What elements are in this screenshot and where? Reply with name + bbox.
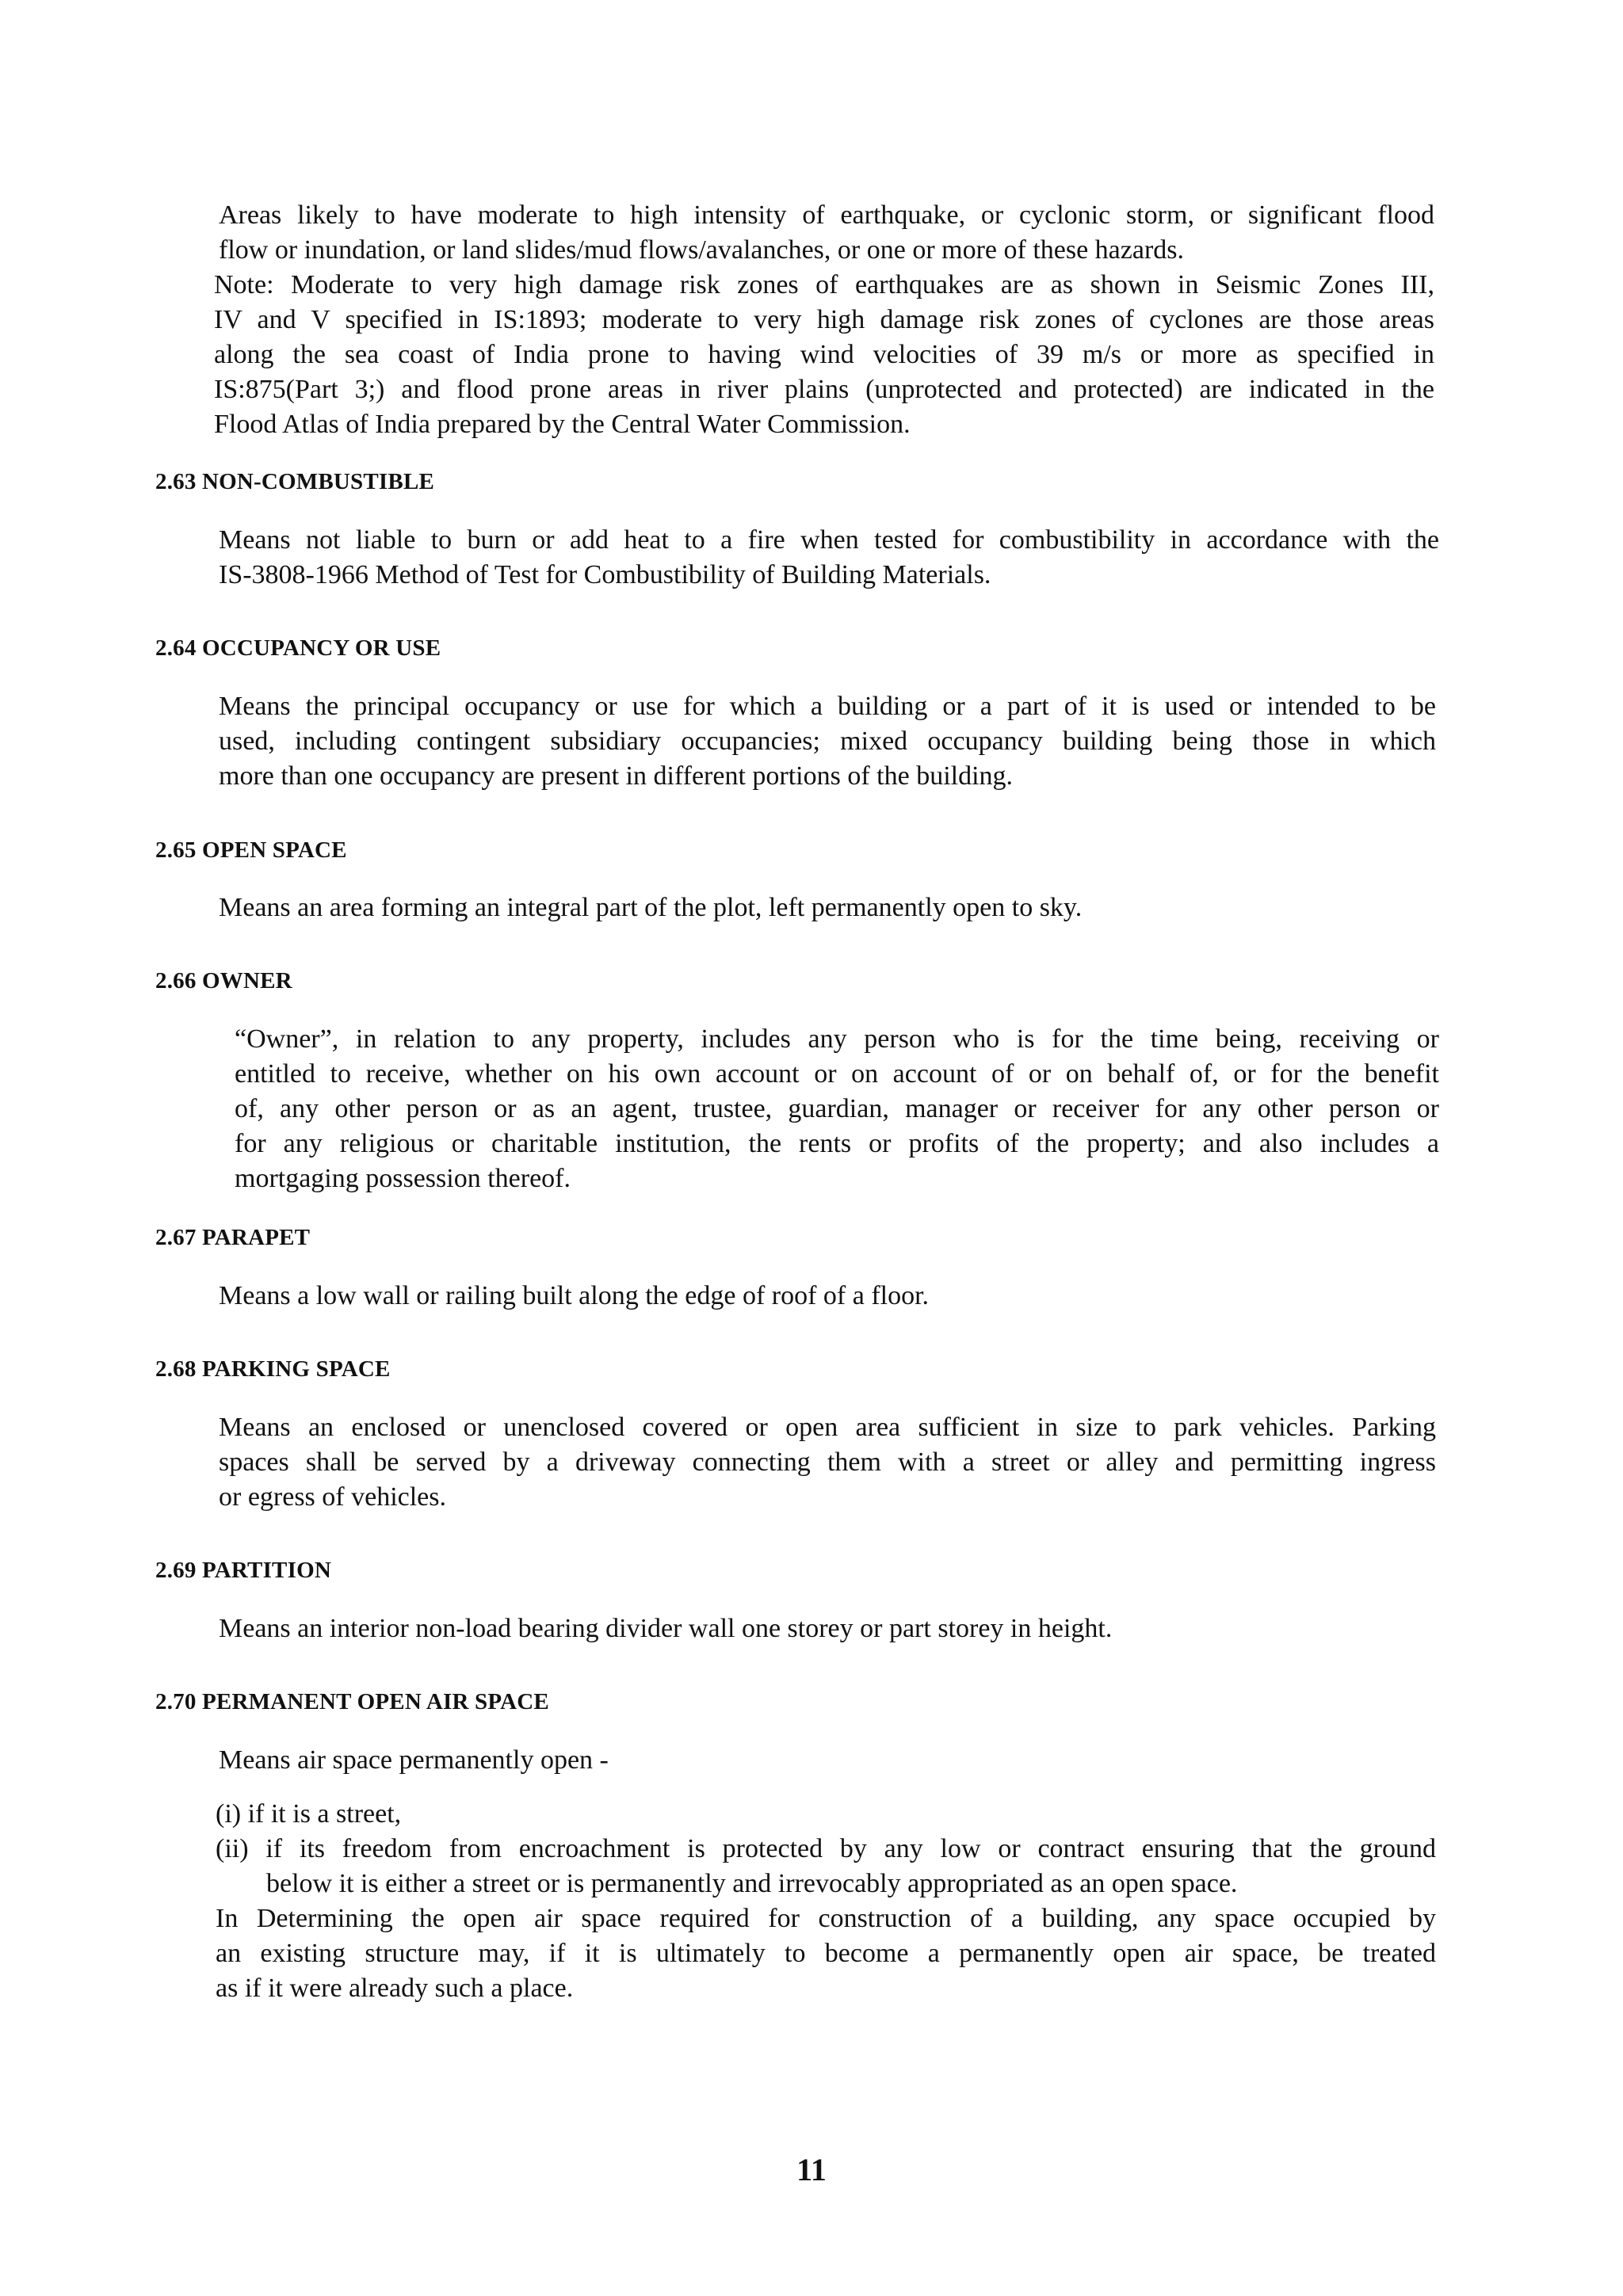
section-heading-2-64: 2.64 OCCUPANCY OR USE	[155, 635, 441, 661]
text-line: flow or inundation, or land slides/mud flows/avalanches, or one or more of these hazards.	[219, 235, 1185, 265]
text-line: as if it were already such a place.	[216, 1974, 574, 2003]
text-line: more than one occupancy are present in different portions of the building.	[219, 761, 1014, 791]
text-line: an existing structure may, if it is ultimately to become a permanently open air space, be treated	[216, 1939, 1436, 1968]
text-line: IS-3808-1966 Method of Test for Combustibility of Building Materials.	[219, 560, 991, 589]
text-line: Means a low wall or railing built along the edge of roof of a floor.	[219, 1281, 930, 1310]
text-line: Means the principal occupancy or use for which a building or a part of it is used or intended to be	[219, 692, 1436, 721]
list-item: (i) if it is a street,	[216, 1799, 402, 1829]
section-2-70-list	[216, 1797, 1436, 1901]
section-heading-2-69: 2.69 PARTITION	[155, 1558, 331, 1583]
section-heading-2-65: 2.65 OPEN SPACE	[155, 837, 347, 863]
text-line: used, including contingent subsidiary occupancies; mixed occupancy building being those in which	[219, 727, 1436, 756]
section-body-2-66	[235, 1022, 1439, 1196]
text-line: “Owner”, in relation to any property, includes any person who is for the time being, receiving or	[235, 1024, 1439, 1054]
list-item: (ii) if its freedom from encroachment is protected by any low or contract ensuring that the ground	[216, 1834, 1436, 1863]
section-2-70-closing	[216, 1901, 1436, 2006]
text-line: IS:875(Part 3;) and flood prone areas in river plains (unprotected and protected) are indicated in the	[214, 375, 1434, 404]
section-body-2-67	[219, 1279, 1439, 1314]
list-item-continuation: below it is either a street or is permanently and irrevocably appropriated as an open space.	[266, 1869, 1238, 1898]
text-line: Means not liable to burn or add heat to a fire when tested for combustibility in accordance with the	[219, 525, 1439, 555]
text-line: entitled to receive, whether on his own account or on account of or on behalf of, or for the benefit	[235, 1059, 1439, 1089]
text-line: In Determining the open air space required for construction of a building, any space occupied by	[216, 1904, 1436, 1933]
section-heading-2-70: 2.70 PERMANENT OPEN AIR SPACE	[155, 1689, 549, 1714]
text-line: spaces shall be served by a driveway connecting them with a street or alley and permitting ingress	[219, 1447, 1436, 1477]
text-line: Means air space permanently open -	[219, 1745, 609, 1775]
text-line: of, any other person or as an agent, trustee, guardian, manager or receiver for any other person or	[235, 1094, 1439, 1123]
section-body-2-65	[219, 891, 1439, 925]
section-body-2-69	[219, 1611, 1439, 1646]
section-body-2-68	[219, 1410, 1436, 1515]
text-line: Note: Moderate to very high damage risk zones of earthquakes are as shown in Seismic Zones III,	[214, 270, 1434, 299]
text-line: IV and V specified in IS:1893; moderate to very high damage risk zones of cyclones are those areas	[214, 305, 1434, 334]
section-body-2-63	[219, 523, 1439, 593]
intro-paragraph	[219, 198, 1434, 268]
section-heading-2-67: 2.67 PARAPET	[155, 1225, 311, 1250]
section-heading-2-66: 2.66 OWNER	[155, 968, 292, 994]
text-line: Means an interior non-load bearing divider wall one storey or part storey in height.	[219, 1614, 1113, 1643]
text-line: Flood Atlas of India prepared by the Central Water Commission.	[214, 410, 911, 439]
section-heading-2-63: 2.63 NON-COMBUSTIBLE	[155, 469, 435, 494]
section-body-2-70	[219, 1743, 1439, 1778]
text-line: for any religious or charitable institution, the rents or profits of the property; and also includes a	[235, 1129, 1439, 1158]
section-heading-2-68: 2.68 PARKING SPACE	[155, 1356, 391, 1382]
text-line: along the sea coast of India prone to having wind velocities of 39 m/s or more as specified in	[214, 340, 1434, 369]
text-line: mortgaging possession thereof.	[235, 1164, 571, 1193]
page-number: 11	[796, 2152, 827, 2187]
text-line: Areas likely to have moderate to high intensity of earthquake, or cyclonic storm, or significant flood	[219, 200, 1434, 230]
intro-note	[214, 268, 1434, 442]
text-line: Means an enclosed or unenclosed covered or open area sufficient in size to park vehicles. Parking	[219, 1413, 1436, 1442]
text-line: or egress of vehicles.	[219, 1482, 447, 1512]
section-body-2-64	[219, 689, 1436, 794]
text-line: Means an area forming an integral part of the plot, left permanently open to sky.	[219, 893, 1083, 922]
